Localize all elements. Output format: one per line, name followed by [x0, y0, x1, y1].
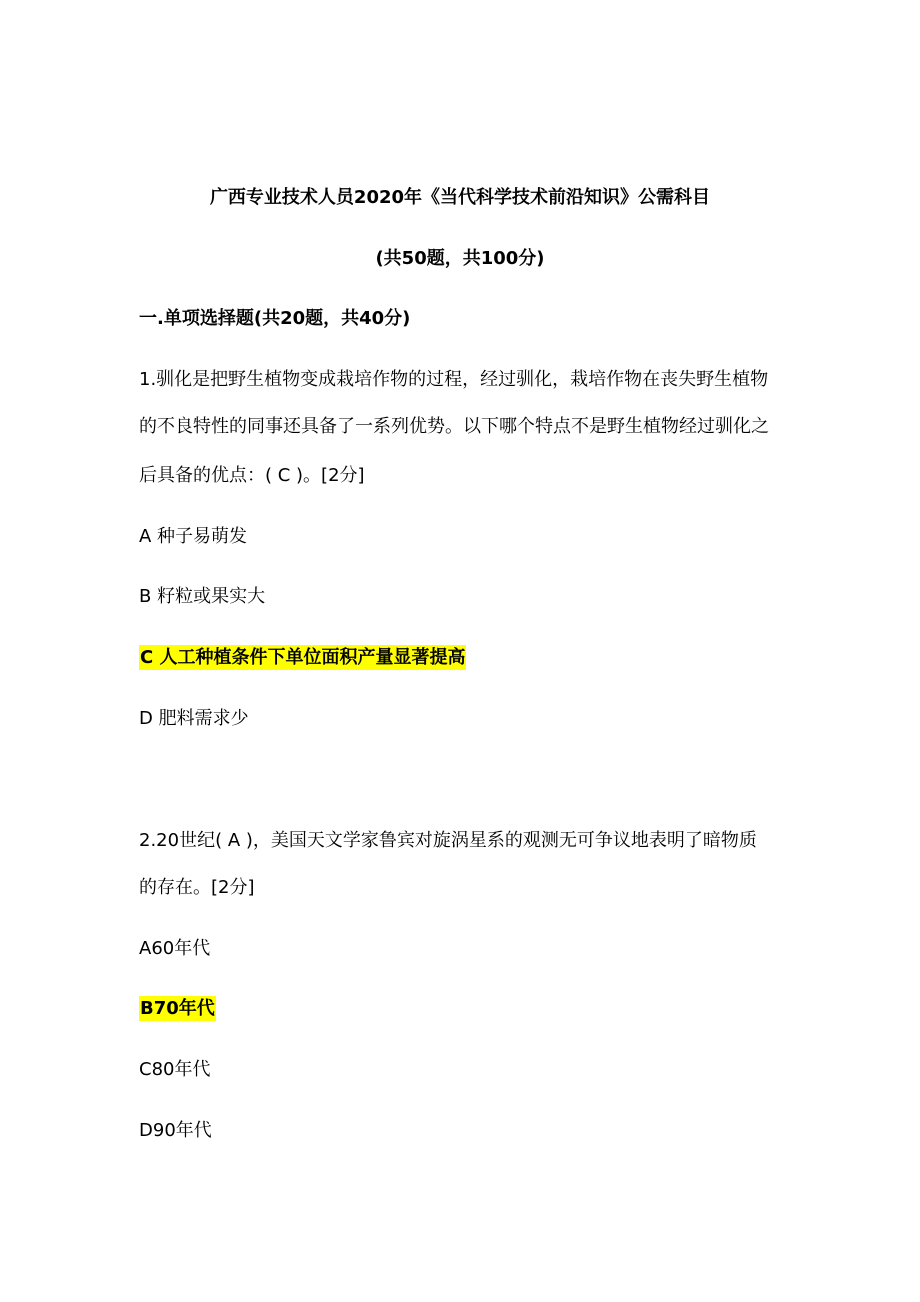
option-b-correct — [139, 996, 216, 1022]
question-stem-line: 的不良特性的同事还具备了一系列优势。以下哪个特点不是野生植物经过驯化之 — [139, 416, 769, 437]
correct-answer-highlight: B70年代 — [140, 998, 215, 1019]
option-d: D 肥料需求少 — [139, 708, 249, 729]
option-c-correct — [139, 645, 466, 671]
option-b: B 籽粒或果实大 — [139, 586, 266, 607]
question-stem-line: 的存在。[2分] — [139, 877, 255, 898]
question-stem-line: 1.驯化是把野生植物变成栽培作物的过程，经过驯化，栽培作物在丧失野生植物 — [139, 369, 769, 390]
option-d: D90年代 — [139, 1120, 212, 1141]
question-stem-line: 2.20世纪( A )，美国天文学家鲁宾对旋涡星系的观测无可争议地表明了暗物质 — [139, 830, 757, 851]
correct-answer-highlight: C 人工种植条件下单位面积产量显著提高 — [140, 647, 466, 668]
option-a: A60年代 — [139, 938, 211, 959]
question-stem-line: 后具备的优点：( C )。[2分] — [139, 465, 365, 486]
document-subtitle: (共50题，共100分) — [375, 248, 545, 269]
option-c: C80年代 — [139, 1059, 211, 1080]
document-title: 广西专业技术人员2020年《当代科学技术前沿知识》公需科目 — [209, 187, 711, 208]
section-heading: 一.单项选择题(共20题，共40分) — [139, 308, 411, 329]
option-a: A 种子易萌发 — [139, 526, 248, 547]
